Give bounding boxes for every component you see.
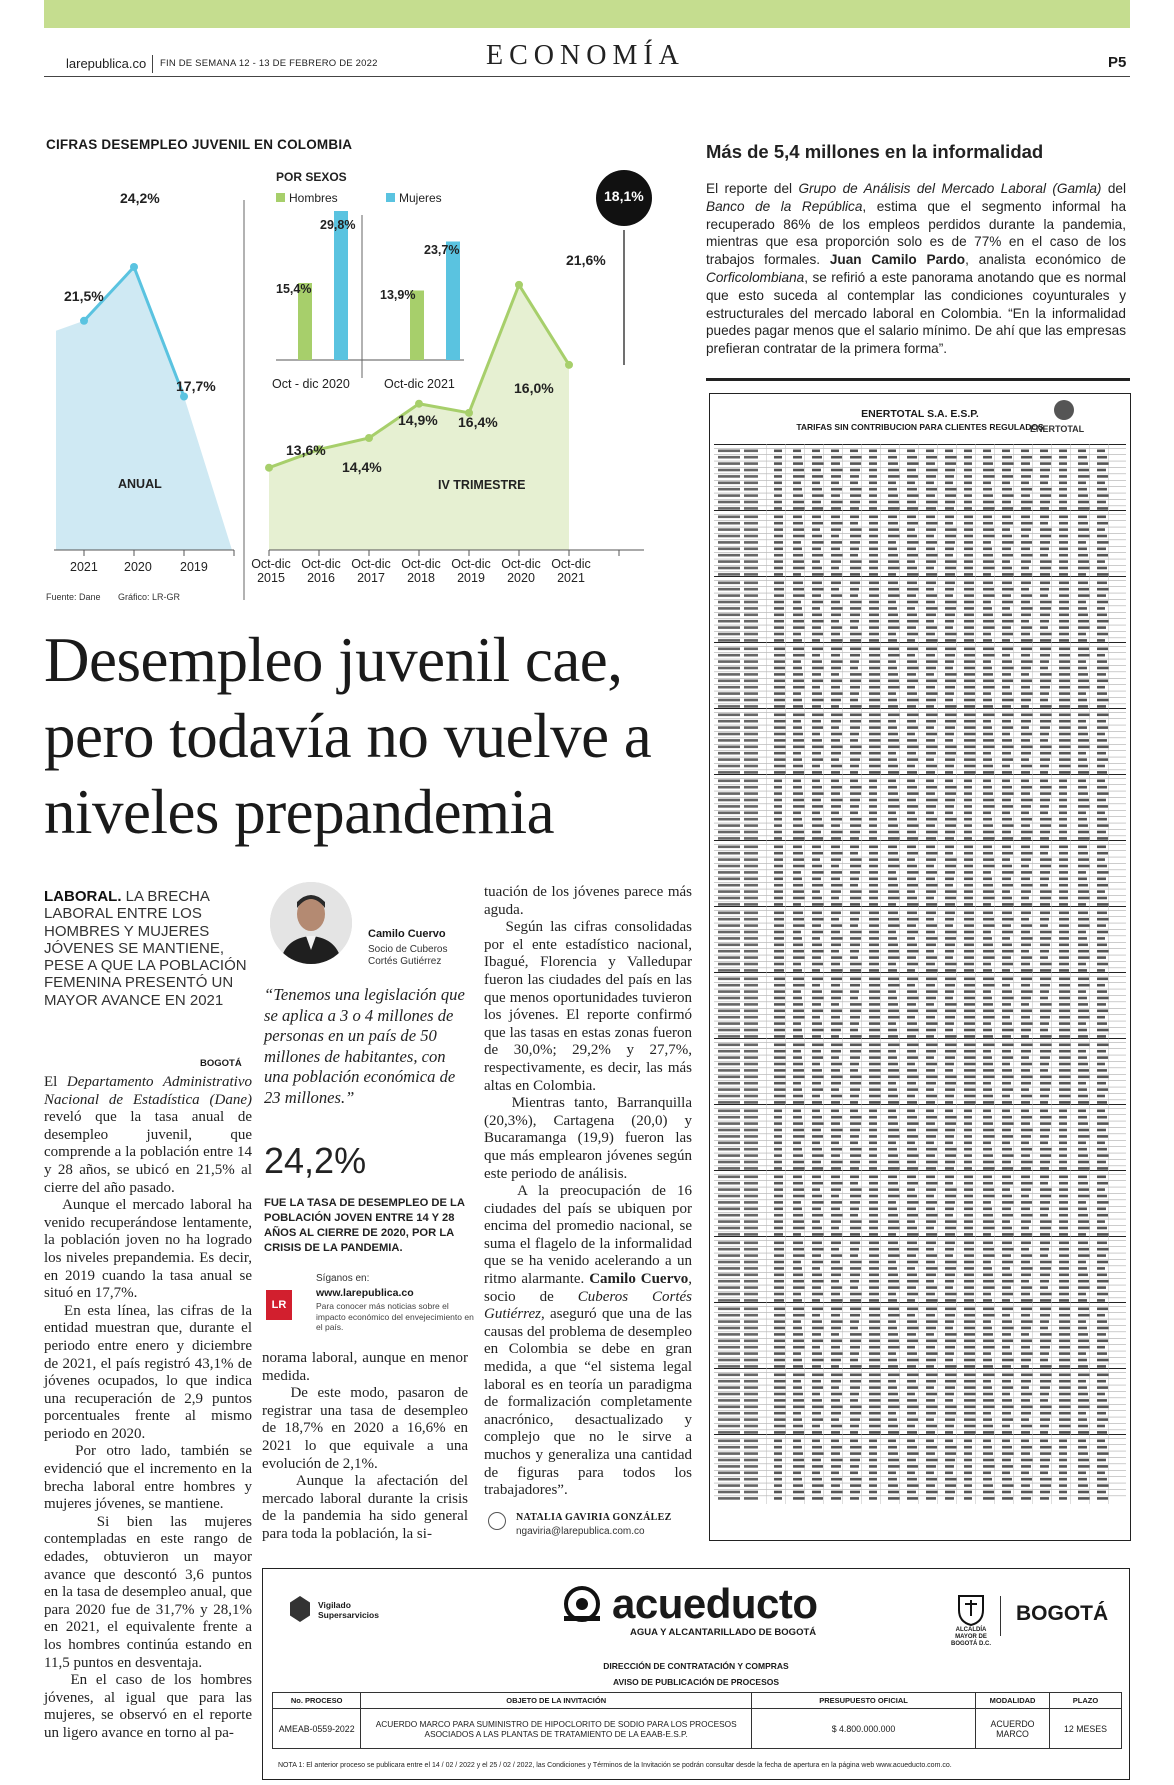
sexos-label-m2020: 29,8% xyxy=(320,218,356,232)
header-separator xyxy=(152,55,153,73)
tariff-table xyxy=(714,444,1126,1504)
anual-point-1 xyxy=(130,263,138,271)
big-number-caption: FUE LA TASA DE DESEMPLEO DE LA POBLACIÓN JOVEN ENTRE 14 Y 28 AÑOS AL CIERRE DE 2020, POR LA CRISIS DE LA PANDEMIA. xyxy=(264,1197,465,1254)
enertotal-company: ENERTOTAL S.A. E.S.P. xyxy=(861,408,979,420)
chart-graphic-credit: Gráfico: LR-GR xyxy=(118,592,181,602)
quote-role: Socio de Cuberos Cortés Gutiérrez xyxy=(368,944,448,967)
follow-description: Para conocer más noticias sobre el impacto económico del envejecimiento en el país. xyxy=(316,1301,474,1332)
dateline: BOGOTÁ xyxy=(200,1058,242,1069)
author-name: NATALIA GAVIRIA GONZÁLEZ xyxy=(516,1512,672,1523)
acueducto-logo-icon xyxy=(560,1584,604,1624)
acueducto-subtitle: AGUA Y ALCANTARILLADO DE BOGOTÁ xyxy=(630,1627,817,1638)
acueducto-heading-2: AVISO DE PUBLICACIÓN DE PROCESOS xyxy=(612,1677,780,1687)
article-column-3: tuación de los jóvenes parece más aguda. Según las cifras consolidadas por el ente estadístico nacional, Ibagué, Florencia y Valledupar fueron las ciudades del país en las que menos oportunidades tuvieron los jóvenes. El reporte confirmó que las tasas en estas zonas fueron de 30,0%; 29,2% y 27,7%, respectivamente, es decir, las más altas en Colombia. Mientras tanto, Barranquilla (20,3%), Cartagena (20,0) y Bucaramanga (19,9) fueron las que más emplearon jóvenes según este periodo de análisis. A la preocupación de 16 ciudades del país se ubiquen por encima del promedio nacional, se suma el flagelo de la informalidad que se ha venido acelerando a un ritmo alarmante. Camilo Cuervo, socio de Cuberos Cortés Gutiérrez, aseguró que una de las causas del problema de desempleo en Colombia se debe en gran medida, a que “el sistema legal laboral es en teoría un paradigma de formalización completamente anacrónico, desactualizado y complejo que no le sirve a muchos y generaliza una cantidad de figuras para todos los trabajadores”. xyxy=(484,884,692,1499)
trimestre-x-label-0: Oct-dic 2015 xyxy=(251,557,291,585)
anual-area xyxy=(56,267,232,550)
anual-year-2021: 2021 xyxy=(70,560,98,574)
headline: Desempleo juvenil cae, pero todavía no vuelve a niveles prepandemia xyxy=(44,625,652,847)
acueducto-table xyxy=(272,1692,1122,1749)
col-header-modalidad: MODALIDAD xyxy=(976,1693,1050,1709)
trimestre-x-label-3: Oct-dic 2018 xyxy=(401,557,441,585)
top-color-band xyxy=(44,0,1130,28)
alcaldia-text: ALCALDÍA MAYOR DE BOGOTÁ D.C. xyxy=(951,1627,991,1647)
sexos-label-h2021: 13,9% xyxy=(380,288,416,302)
col-header-plazo: PLAZO xyxy=(1050,1693,1122,1709)
follow-url[interactable]: www.larepublica.co xyxy=(316,1287,414,1299)
acueducto-logo: acueducto xyxy=(612,1580,818,1627)
trimestre-label-2018: 16,4% xyxy=(458,414,498,430)
trimestre-label-2020: 21,6% xyxy=(566,252,606,268)
lede xyxy=(44,888,252,1009)
trimestre-label-2015: 13,6% xyxy=(286,442,326,458)
trimestre-x-label-6: Oct-dic 2021 xyxy=(551,557,591,585)
cell-presupuesto: $ 4.800.000.000 xyxy=(751,1709,975,1749)
col-header-objeto: OBJETO DE LA INVITACIÓN xyxy=(361,1693,752,1709)
header-rule xyxy=(44,76,1130,77)
author-icon xyxy=(488,1512,506,1530)
sexos-title: POR SEXOS xyxy=(276,170,347,184)
section-title: ECONOMÍA xyxy=(486,40,685,71)
chart-svg xyxy=(44,160,694,610)
quote-name: Camilo Cuervo xyxy=(368,928,446,940)
anual-label-2020: 24,2% xyxy=(120,190,160,206)
logo-divider xyxy=(1000,1596,1001,1636)
avatar xyxy=(270,882,352,964)
trimestre-x-label-4: Oct-dic 2019 xyxy=(451,557,491,585)
trimestre-ticks xyxy=(269,550,619,556)
bar-mujeres-2021 xyxy=(446,242,460,361)
anual-point-0 xyxy=(80,317,88,325)
trimestre-point-6 xyxy=(565,361,573,369)
anual-label-2019: 17,7% xyxy=(176,378,216,394)
lede-text: LA BRECHA LABORAL ENTRE LOS HOMBRES Y MUJERES JÓVENES SE MANTIENE, PESE A QUE LA POBLACIÓN FEMENINA PRESENTÓ UN MAYOR AVANCE EN 2021 xyxy=(44,888,247,1009)
trimestre-point-3 xyxy=(415,400,423,408)
cell-modalidad: ACUERDO MARCO xyxy=(976,1709,1050,1749)
legend-mujeres-swatch xyxy=(386,193,395,202)
trimestre-label-2016: 14,4% xyxy=(342,459,382,475)
legend-hombres: Hombres xyxy=(289,191,338,205)
acueducto-heading-1: DIRECCIÓN DE CONTRATACIÓN Y COMPRAS xyxy=(603,1661,789,1671)
col-header-presupuesto: PRESUPUESTO OFICIAL xyxy=(751,1693,975,1709)
enertotal-ad xyxy=(709,393,1131,1541)
author-email[interactable]: ngaviria@larepublica.com.co xyxy=(516,1526,645,1537)
trimestre-point-2 xyxy=(365,434,373,442)
article-column-1: El Departamento Administrativo Nacional de Estadística (Dane) reveló que la tasa anual de desempleo juvenil, que comprende a la población entre 14 y 28 años, se ubicó en 21,5% al cierre del año pasado. Aunque el mercado laboral ha venido recuperándose lentamente, la población joven no ha logrado los niveles prepandemia. Es decir, en 2019 cuando la tasa anual se situó en 17,7%. En esta línea, las cifras de la entidad muestran que, durante el periodo entre enero y diciembre de 2021, el país registró 43,1% de jóvenes ocupados, lo que indica una recuperación de 2,9 puntos porcentuales frente al mismo periodo en 2020. Por otro lado, también se evidenció que el incremento en la brecha laboral entre hombres y mujeres jóvenes, se mantiene. Si bien las mujeres contempladas en este rango de edades, obtuvieron un mayor avance que descontó 3,6 puntos en la tasa de desempleo anual, que para 2020 fue de 31,7% y 28,1% en 2021, el equivalente frente a los hombres continúa estando en 11,5 puntos en desventaja. En el caso de los hombres jóvenes, al igual que para las mujeres, se observó en el reporte un ligero avance en torno al pa- xyxy=(44,1074,252,1741)
enertotal-subtitle: TARIFAS SIN CONTRIBUCION PARA CLIENTES REGULADOS xyxy=(796,422,1044,432)
enertotal-logo-icon xyxy=(1054,400,1074,420)
cell-objeto: ACUERDO MARCO PARA SUMINISTRO DE HIPOCLORITO DE SODIO PARA LOS PROCESOS ASOCIADOS A LAS PLANTAS DE TRATAMIENTO DE LA EAAB-E.S.P. xyxy=(361,1709,752,1749)
sidebar-text: El reporte del Grupo de Análisis del Mercado Laboral (Gamla) del Banco de la República, estima que el segmento informal ha recuperado 86% de los empleos perdidos durante la pandemia, mientras que esa proporción solo es de 77% en el caso de los trabajos formales. Juan Camilo Pardo, analista económico de Corficolombiana, se refirió a este panorama anotando que es normal que esto suceda al contemplar las condiciones coyunturales y estructurales del mercado laboral en Colombia. “En la informalidad puedes pagar menos que el salario mínimo. De ahí que las empresas prefieran contratar de la primera forma”. xyxy=(706,181,1127,357)
acueducto-note: NOTA 1: El anterior proceso se publicara entre el 14 / 02 / 2022 y el 25 / 02 / 2022, las Condiciones y Términos de la Invitación se podrán consultar desde la fecha de apertura en la página web www.acueducto.com.co. xyxy=(278,1762,952,1769)
anual-ticks xyxy=(84,550,234,556)
page-number: P5 xyxy=(1108,54,1127,71)
sidebar-rule xyxy=(706,378,1130,381)
article-column-2: norama laboral, aunque en menor medida. De este modo, pasaron de registrar una tasa de desempleo de 18,7% en 2020 a 16,6% en 2021 lo que equivale a una evolución de 2,1%. Aunque la afectación del mercado laboral durante la crisis de la pandemia ha sido general para toda la población, la si- xyxy=(262,1350,468,1542)
sexos-label-m2021: 23,7% xyxy=(424,243,460,257)
trimestre-x-label-2: Oct-dic 2017 xyxy=(351,557,391,585)
trimestre-point-0 xyxy=(265,464,273,472)
bar-mujeres-2020 xyxy=(334,211,348,360)
big-number: 24,2% xyxy=(264,1140,367,1181)
trimestre-panel-label: IV TRIMESTRE xyxy=(438,478,526,492)
enertotal-logo: ENERTOTAL xyxy=(1030,424,1085,434)
col-header-proceso: No. PROCESO xyxy=(273,1693,361,1709)
sidebar-title: Más de 5,4 millones en la informalidad xyxy=(706,141,1044,162)
legend-mujeres: Mujeres xyxy=(399,191,442,205)
lr-logo: LR xyxy=(266,1290,292,1320)
vigilado-text: Vigilado Supersarvicios xyxy=(318,1600,379,1620)
pull-quote: “Tenemos una legislación que se aplica a 3 o 4 millones de personas en un país de 50 millones de habitantes, con una población económica de 23 millones.” xyxy=(264,985,465,1107)
sexos-group-2020: Oct - dic 2020 xyxy=(272,377,350,391)
chart-title: CIFRAS DESEMPLEO JUVENIL EN COLOMBIA xyxy=(46,137,353,152)
site-name: larepublica.co xyxy=(66,56,147,71)
anual-label-2021: 21,5% xyxy=(64,288,104,304)
anual-panel-label: ANUAL xyxy=(118,477,162,491)
bogota-logo: BOGOTÁ xyxy=(1016,1602,1109,1625)
trimestre-label-2021: 18,1% xyxy=(604,188,644,204)
trimestre-label-2017: 14,9% xyxy=(398,412,438,428)
follow-label: Síganos en: xyxy=(316,1273,370,1284)
legend-hombres-swatch xyxy=(276,193,285,202)
issue-date: FIN DE SEMANA 12 - 13 DE FEBRERO DE 2022 xyxy=(160,58,378,69)
trimestre-label-2019: 16,0% xyxy=(514,380,554,396)
trimestre-x-label-1: Oct-dic 2016 xyxy=(301,557,341,585)
sexos-group-2021: Oct-dic 2021 xyxy=(384,377,455,391)
sexos-label-h2020: 15,4% xyxy=(276,282,312,296)
lede-kicker: LABORAL. xyxy=(44,888,122,905)
cell-proceso: AMEAB-0559-2022 xyxy=(273,1709,361,1749)
anual-year-2020: 2020 xyxy=(124,560,152,574)
coat-of-arms-icon xyxy=(956,1592,986,1626)
trimestre-point-5 xyxy=(515,281,523,289)
anual-year-2019: 2019 xyxy=(180,560,208,574)
trimestre-x-label-5: Oct-dic 2020 xyxy=(501,557,541,585)
cell-plazo: 12 MESES xyxy=(1050,1709,1122,1749)
chart-source: Fuente: Dane xyxy=(46,592,101,602)
